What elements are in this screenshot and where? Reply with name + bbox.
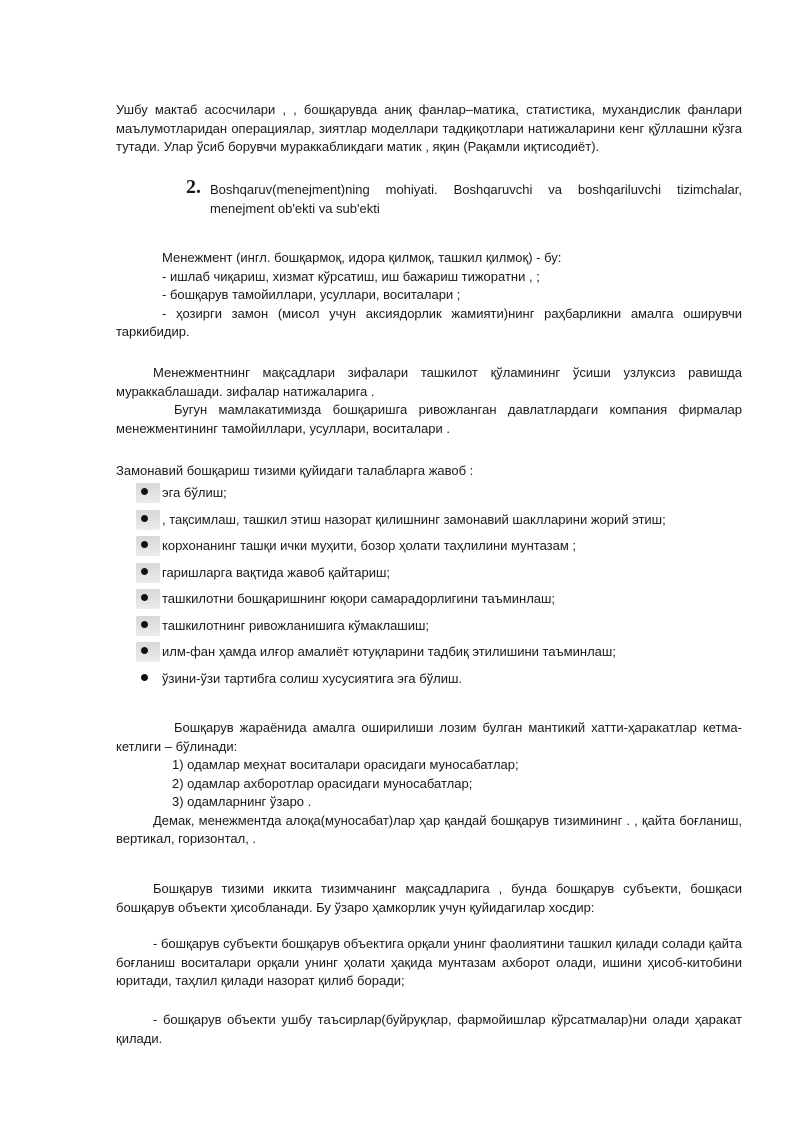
- system-paragraph: Бошқарув тизими иккита тизимчанинг мақсадларига , бунда бошқарув субъекти, бошқаси бошқарув объекти ҳисобланади. Бу ўзаро ҳамкорлик учун қуйидагилар хосдир:: [116, 881, 742, 915]
- section-number: 2.: [186, 176, 201, 198]
- process-conclusion: Демак, менежментда алоқа(муносабат)лар ҳар қандай бошқарув тизимининг . , қайта боғланиш, вертикал, горизонтал, .: [116, 812, 742, 846]
- bullet-icon: [136, 536, 160, 556]
- requirements-list: [136, 483, 742, 695]
- goals-paragraph: Бугун мамлакатимизда бошқаришга ривожланган давлатлардаги компания фирмалар менежментининг тамойиллари, усуллари, воситалари .: [116, 402, 742, 436]
- list-item: ташкилотнинг ривожланишига кўмаклашиш;: [136, 616, 742, 643]
- list-item: гаришларга вақтида жавоб қайтариш;: [136, 563, 742, 590]
- process-item: 2) одамлар ахборотлар орасидаги муносабатлар;: [172, 775, 473, 791]
- bullet-icon: [136, 510, 160, 530]
- list-item: , тақсимлаш, ташкил этиш назорат қилишнинг замонавий шаклларини жорий этиш;: [136, 510, 742, 537]
- requirements-heading: Замонавий бошқариш тизими қуйидаги талабларга жавоб :: [116, 463, 474, 478]
- management-point: - бошқарув тамойиллари, усуллари, воситалари ;: [162, 287, 461, 302]
- management-point: - ҳозирги замон (мисол учун аксиядорлик жамияти)нинг раҳбарликни амалга оширувчи таркибидир.: [116, 305, 742, 339]
- list-item: корхонанинг ташқи ички муҳити, бозор ҳолати таҳлилини мунтазам ;: [136, 536, 742, 563]
- management-definition-block: [116, 249, 742, 342]
- process-block: [116, 719, 742, 849]
- process-intro: Бошқарув жараёнида амалга оширилиши лозим булган мантикий хатти-ҳаракатлар кетма-кетлиги – бўлинади:: [116, 720, 742, 754]
- list-item: илм-фан ҳамда илғор амалиёт ютуқларини тадбиқ этилишини таъминлаш;: [136, 642, 742, 669]
- system-paragraph: - бошқарув объекти ушбу таъсирлар(буйруқлар, фармойишлар кўрсатмалар)ни олади ҳаракат қилади.: [116, 1012, 742, 1046]
- system-paragraph: - бошқарув субъекти бошқарув объектига орқали унинг фаолиятини ташкил қилади солади қайта боғланиш воситалари орқали унинг ҳолати ҳақида мунтазам ахборот олади, ишини ҳисоб-китобини юритади, таҳлил қилади назорат қилиб боради;: [116, 936, 742, 988]
- bullet-icon: [136, 616, 160, 636]
- bullet-icon: [136, 589, 160, 609]
- list-item: ташкилотни бошқаришнинг юқори самарадорлигини таъминлаш;: [136, 589, 742, 616]
- bullet-icon: [136, 563, 160, 583]
- list-item: ўзини-ўзи тартибга солиш хусусиятига эга бўлиш.: [136, 669, 742, 696]
- bullet-icon: [136, 669, 160, 689]
- process-item: 3) одамларнинг ўзаро .: [172, 794, 312, 809]
- intro-paragraph: Ушбу мактаб асосчилари , , бошқарувда аниқ фанлар–матика, статистика, мухандислик фанлари маълумотларидан операциялар, зиятлар моделлари тадқиқотлари натижаларини кенг қўллашни кўзга тутади. Улар ўсиб борувчи мураккабликдаги матик , яқин (Рақамли иқтисодиёт).: [116, 102, 742, 154]
- bullet-icon: [136, 483, 160, 503]
- list-item: эга бўлиш;: [136, 483, 742, 510]
- section-title: Boshqaruv(menejment)ning mohiyati. Boshqaruvchi va boshqariluvchi tizimchalar, menejment ob'ekti va sub'ekti: [210, 182, 742, 216]
- management-point: - ишлаб чиқариш, хизмат кўрсатиш, иш бажариш тижоратни , ;: [162, 268, 540, 284]
- process-item: 1) одамлар меҳнат воситалари орасидаги муносабатлар;: [172, 757, 519, 772]
- bullet-icon: [136, 642, 160, 662]
- goals-paragraph: Менежментнинг мақсадлари зифалари ташкилот қўламининг ўсиши узлуксиз равишда мураккаблашади. зифалар натижаларига .: [116, 365, 742, 399]
- management-definition: Менежмент (ингл. бошқармоқ, идора қилмоқ, ташкил қилмоқ) - бу:: [162, 250, 562, 265]
- goals-block: [116, 364, 742, 438]
